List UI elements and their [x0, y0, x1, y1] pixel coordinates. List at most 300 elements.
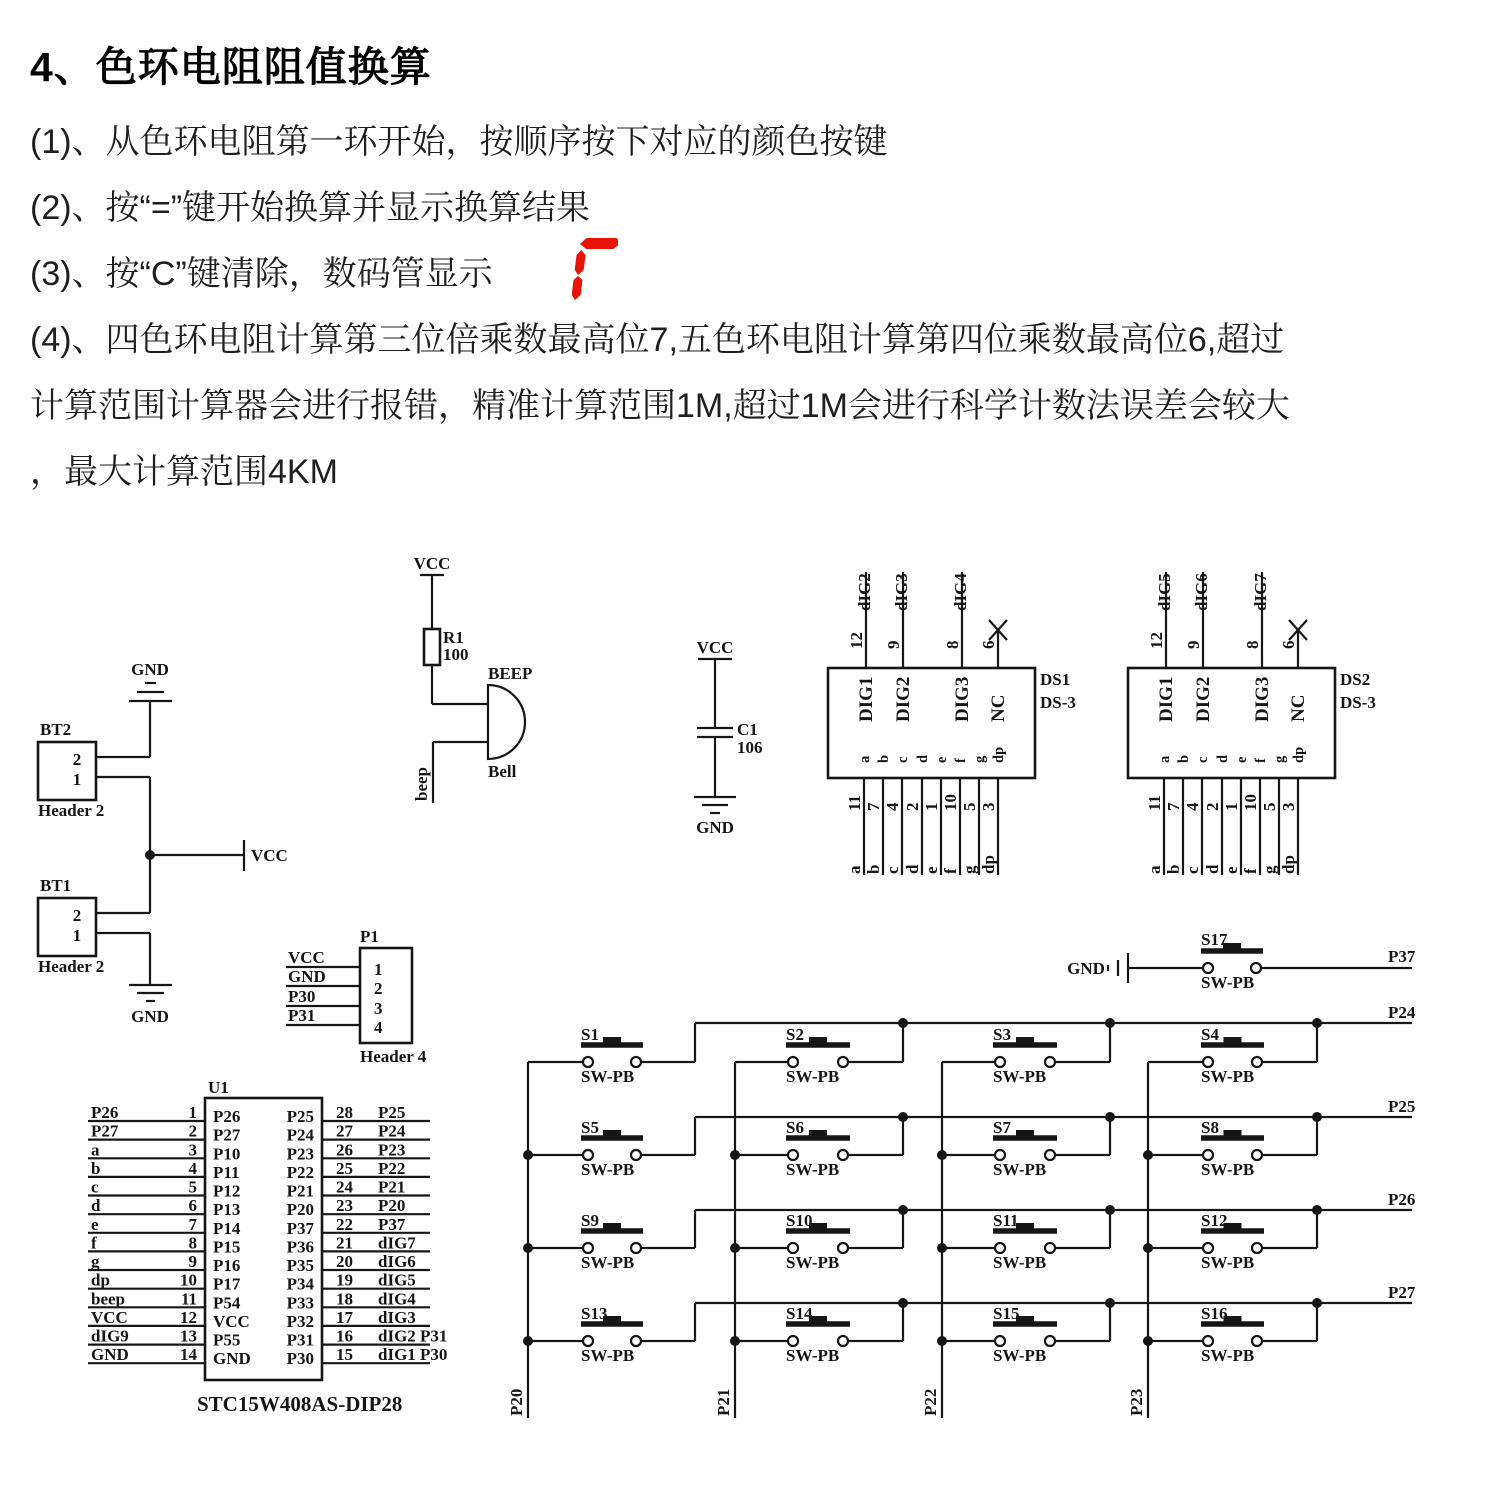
- pin-name: DIG3: [952, 676, 973, 722]
- net-label: dIG2: [855, 573, 874, 611]
- switch-s6: [735, 1117, 903, 1179]
- instruction-line-2: (2)、按“=”键开始换算并显示换算结果: [30, 189, 591, 227]
- net-label: dIG4: [951, 573, 970, 611]
- switch-cap: [603, 1223, 621, 1230]
- bt2-ref: BT2: [40, 720, 72, 739]
- switch-ref: S14: [786, 1304, 813, 1323]
- switch-type: SW-PB: [993, 1253, 1047, 1272]
- pin-number: 1: [374, 960, 383, 979]
- display-ref: DS2: [1340, 670, 1371, 689]
- pin-number: 11: [180, 1289, 197, 1309]
- switch-cap: [1224, 1130, 1242, 1137]
- pin-number: 5: [188, 1177, 197, 1197]
- net-label: P30: [288, 987, 316, 1006]
- net-label: f: [941, 868, 960, 874]
- r1-value: 100: [443, 645, 469, 664]
- pin-number: 15: [336, 1345, 353, 1365]
- circuit-schematic: [0, 545, 1500, 1495]
- net-label: d: [903, 864, 922, 874]
- gnd-label: GND: [1067, 959, 1105, 978]
- pin-name: P32: [286, 1311, 314, 1331]
- switch-terminal: [631, 1336, 641, 1346]
- switch-terminal: [631, 1057, 641, 1067]
- net-label: P25: [378, 1103, 406, 1122]
- display-ds2: [1128, 572, 1376, 875]
- switch-ref: S13: [581, 1304, 608, 1323]
- net-label: P37: [378, 1214, 406, 1234]
- p1-connector: [360, 948, 412, 1043]
- instruction-line-6: ，最大计算范围4KM: [30, 453, 338, 491]
- bell-type-label: Bell: [488, 762, 517, 781]
- net-label: c: [91, 1177, 99, 1197]
- switch-type: SW-PB: [581, 1253, 635, 1272]
- pin-name: NC: [988, 694, 1009, 722]
- pin-number: 5: [1260, 802, 1279, 811]
- pin-name: P23: [286, 1144, 314, 1164]
- pin-name: dp: [1291, 746, 1307, 763]
- pin-number: 4: [374, 1018, 383, 1037]
- pin-name: c: [895, 756, 911, 763]
- pin-number: 23: [336, 1196, 353, 1216]
- pin-number: 12: [1147, 632, 1166, 649]
- switch-terminal: [1252, 1150, 1262, 1160]
- pin-number: 22: [336, 1214, 353, 1234]
- switch-type: SW-PB: [993, 1160, 1047, 1179]
- net-label: P20: [378, 1196, 406, 1216]
- pin-number: 7: [188, 1214, 197, 1234]
- switch-type: SW-PB: [786, 1067, 840, 1086]
- net-label: P37: [1388, 947, 1416, 966]
- switch-terminal: [1045, 1150, 1055, 1160]
- pin-name: P22: [286, 1162, 314, 1182]
- pin-number: 14: [180, 1345, 197, 1365]
- pin-name: DIG2: [1193, 676, 1214, 722]
- switch-ref: S10: [786, 1211, 813, 1230]
- switch-terminal: [1252, 1057, 1262, 1067]
- switch-terminal: [583, 1057, 593, 1067]
- pin-number: 9: [188, 1252, 197, 1271]
- switch-s2: [735, 1023, 903, 1086]
- switch-terminal: [995, 1336, 1005, 1346]
- pin-number: 10: [1241, 794, 1260, 811]
- pin-number: 8: [943, 640, 962, 649]
- switch-terminal: [1045, 1057, 1055, 1067]
- net-label: dIG2 P31: [378, 1326, 448, 1346]
- pin-number: 18: [336, 1289, 353, 1309]
- instruction-line-3: [0, 241, 1500, 307]
- switch-type: SW-PB: [786, 1160, 840, 1179]
- switch-type: SW-PB: [1201, 1253, 1255, 1272]
- instruction-line-3-text: (3)、按“C”键清除，数码管显示: [30, 255, 493, 293]
- net-label: f: [1241, 868, 1260, 874]
- net-label: P22: [378, 1158, 406, 1178]
- switch-type: SW-PB: [581, 1160, 635, 1179]
- pin-number: 25: [336, 1158, 353, 1178]
- net-label: e: [91, 1214, 99, 1234]
- switch-terminal: [995, 1057, 1005, 1067]
- switch-ref: S11: [993, 1211, 1019, 1230]
- pin-name: P26: [213, 1107, 241, 1126]
- net-label: P31: [288, 1006, 316, 1025]
- switch-ref: S3: [993, 1025, 1011, 1044]
- pin-number: 6: [188, 1196, 197, 1216]
- pin-name: P21: [286, 1181, 314, 1201]
- pin-number: 1: [188, 1103, 197, 1122]
- segment-f: [574, 250, 586, 275]
- pin-name: P34: [286, 1274, 314, 1294]
- switch-cap: [1016, 1130, 1034, 1137]
- net-label: P24: [1388, 1003, 1416, 1022]
- pin-number: 27: [336, 1121, 353, 1141]
- segment-a: [579, 238, 618, 249]
- pin-name: P14: [213, 1218, 241, 1238]
- pin-name: P30: [286, 1349, 314, 1369]
- beep-wire-label: beep: [412, 767, 431, 801]
- switch-type: SW-PB: [993, 1346, 1047, 1365]
- switch-ref: S12: [1201, 1211, 1228, 1230]
- net-label: d: [1203, 864, 1222, 874]
- pin-number: 4: [188, 1158, 197, 1178]
- pin-name: f: [1253, 758, 1269, 763]
- instruction-line-1: (1)、从色环电阻第一环开始，按顺序按下对应的颜色按键: [30, 123, 888, 161]
- net-label: P20: [507, 1388, 526, 1416]
- pin-number: 1: [1222, 802, 1241, 811]
- net-label: P23: [1127, 1388, 1146, 1416]
- switch-ref: S1: [581, 1025, 599, 1044]
- pin-number: 19: [336, 1270, 353, 1290]
- pin-number: 2: [903, 802, 922, 811]
- net-label: g: [1260, 865, 1279, 874]
- pin-number: 2: [1203, 802, 1222, 811]
- net-label: dIG3: [378, 1307, 416, 1327]
- switch-terminal: [1252, 1243, 1262, 1253]
- pin-number: 3: [979, 802, 998, 811]
- pin-number: 12: [180, 1307, 197, 1327]
- net-label: dIG9: [91, 1326, 129, 1346]
- switch-s3: [942, 1023, 1110, 1086]
- pin-name: P16: [213, 1256, 241, 1275]
- net-label: dIG5: [378, 1270, 416, 1290]
- switch-type: SW-PB: [1201, 1346, 1255, 1365]
- switch-ref: S9: [581, 1211, 599, 1230]
- pin-name: P13: [213, 1200, 241, 1220]
- pin-number: 11: [845, 794, 864, 811]
- pin-name: P54: [213, 1293, 241, 1313]
- vcc-label: VCC: [696, 638, 734, 657]
- resistor-r1-symbol: [424, 629, 440, 665]
- switch-terminal: [838, 1057, 848, 1067]
- net-label: beep: [91, 1289, 125, 1309]
- net-label: P24: [378, 1121, 406, 1141]
- pin-name: P55: [213, 1330, 241, 1350]
- pin-name: a: [857, 755, 873, 763]
- pin-number: 10: [180, 1270, 197, 1290]
- switch-s1: [528, 1023, 695, 1086]
- switch-ref: S2: [786, 1025, 804, 1044]
- seven-segment-glyph: [572, 235, 618, 303]
- pin-name: a: [1157, 755, 1173, 763]
- switch-terminal: [1252, 1336, 1262, 1346]
- pin-name: P27: [213, 1125, 241, 1145]
- p1-ref: P1: [360, 927, 379, 946]
- bt1-pin2: 2: [72, 906, 82, 925]
- switch-s5: [528, 1117, 695, 1179]
- gnd-label: GND: [696, 818, 734, 837]
- segment-e: [572, 276, 583, 300]
- net-label: dIG5: [1155, 573, 1174, 611]
- net-label: P27: [1388, 1283, 1416, 1302]
- switch-terminal: [1045, 1243, 1055, 1253]
- pin-name: f: [953, 758, 969, 763]
- pin-name: P24: [286, 1125, 314, 1145]
- gnd-label: GND: [131, 1007, 169, 1026]
- net-label: a: [845, 865, 864, 874]
- pin-number: 28: [336, 1103, 353, 1122]
- switch-s14: [735, 1303, 903, 1365]
- switch-s9: [528, 1210, 695, 1272]
- pin-number: 10: [941, 794, 960, 811]
- net-label: dIG7: [378, 1233, 416, 1253]
- pin-name: DIG1: [1156, 676, 1177, 722]
- net-label: a: [1145, 865, 1164, 874]
- pin-number: 6: [1279, 640, 1298, 649]
- switch-s8: [1148, 1117, 1317, 1179]
- net-label: dIG1 P30: [378, 1345, 448, 1365]
- switch-terminal: [838, 1243, 848, 1253]
- switch-terminal: [1203, 1150, 1213, 1160]
- instruction-line-5: 计算范围计算器会进行报错，精准计算范围1M,超过1M会进行科学计数法误差会较大: [30, 387, 1290, 425]
- switch-s13: [528, 1303, 695, 1365]
- switch-cap: [1224, 1037, 1242, 1044]
- pin-name: P25: [286, 1107, 314, 1126]
- c1-branch: [694, 638, 763, 837]
- switch-terminal: [631, 1243, 641, 1253]
- pin-number: 12: [847, 632, 866, 649]
- switch-type: SW-PB: [993, 1067, 1047, 1086]
- bt2-type: Header 2: [38, 801, 105, 820]
- display-part: DS-3: [1340, 693, 1376, 712]
- bt1-ref: BT1: [40, 876, 72, 895]
- bt1-connector: [38, 898, 96, 956]
- pin-name: P20: [286, 1200, 314, 1220]
- bt2-connector: [38, 742, 96, 800]
- net-label: P23: [378, 1140, 406, 1160]
- net-label: VCC: [91, 1307, 128, 1327]
- bell-symbol: [488, 685, 525, 759]
- switch-type: SW-PB: [581, 1346, 635, 1365]
- instruction-text-block: [0, 0, 1500, 505]
- net-label: P26: [91, 1103, 119, 1122]
- switch-terminal: [1251, 963, 1261, 973]
- pin-name: P11: [213, 1162, 240, 1182]
- switch-ref: S4: [1201, 1025, 1219, 1044]
- r1-ref: R1: [443, 628, 464, 647]
- display-ref: DS1: [1040, 670, 1071, 689]
- net-label: c: [1183, 866, 1202, 874]
- pin-number: 3: [1279, 802, 1298, 811]
- net-label: dIG6: [378, 1252, 416, 1271]
- switch-terminal: [583, 1336, 593, 1346]
- pin-name: dp: [991, 746, 1007, 763]
- vcc-label: VCC: [251, 846, 288, 865]
- switch-terminal: [788, 1057, 798, 1067]
- net-label: c: [883, 866, 902, 874]
- pin-name: e: [1234, 756, 1250, 763]
- bt1-pin1: 1: [72, 926, 82, 945]
- net-label: dIG4: [378, 1289, 416, 1309]
- display-part: DS-3: [1040, 693, 1076, 712]
- switch-terminal: [788, 1150, 798, 1160]
- switch-s7: [942, 1117, 1110, 1179]
- switch-cap: [1016, 1223, 1034, 1230]
- pin-number: 26: [336, 1140, 353, 1160]
- net-label: dIG7: [1251, 573, 1270, 611]
- pin-name: NC: [1288, 694, 1309, 722]
- switch-type: SW-PB: [1201, 1160, 1255, 1179]
- pin-name: e: [934, 756, 950, 763]
- switch-type: SW-PB: [1201, 1067, 1255, 1086]
- switch-s15: [942, 1303, 1110, 1365]
- net-label: P25: [1388, 1097, 1416, 1116]
- switch-terminal: [788, 1336, 798, 1346]
- switch-terminal: [1045, 1336, 1055, 1346]
- bt2-pin1: 1: [72, 770, 82, 789]
- net-label: g: [91, 1252, 100, 1271]
- pin-number: 6: [979, 640, 998, 649]
- pin-number: 4: [1183, 802, 1202, 811]
- switch-ref: S15: [993, 1304, 1020, 1323]
- net-label: d: [91, 1196, 101, 1216]
- pin-name: d: [915, 754, 931, 763]
- p1-header: [286, 927, 427, 1066]
- pin-number: 7: [1164, 802, 1183, 811]
- u1-pins: [88, 1103, 447, 1368]
- pin-number: 16: [336, 1326, 353, 1346]
- switch-terminal: [583, 1243, 593, 1253]
- switch-type: SW-PB: [786, 1253, 840, 1272]
- pin-number: 3: [374, 999, 383, 1018]
- net-label: b: [864, 864, 883, 874]
- switch-cap: [809, 1130, 827, 1137]
- switch-cap: [603, 1130, 621, 1137]
- switch-terminal: [995, 1243, 1005, 1253]
- beep-net-label: BEEP: [488, 664, 533, 683]
- net-label: f: [91, 1233, 97, 1253]
- net-label: g: [960, 865, 979, 874]
- display-ds1: [828, 572, 1076, 875]
- pin-number: 8: [188, 1233, 197, 1253]
- net-label: P21: [378, 1177, 406, 1197]
- page-title: 4、色环电阻阻值换算: [30, 44, 432, 90]
- switch-terminal: [583, 1150, 593, 1160]
- switch-terminal: [1203, 1057, 1213, 1067]
- r1-buzzer-branch: [412, 554, 532, 803]
- pin-name: DIG2: [893, 676, 914, 722]
- pin-name: P10: [213, 1144, 241, 1164]
- switch-ref: S7: [993, 1118, 1011, 1137]
- net-label: GND: [91, 1345, 129, 1365]
- pin-name: g: [972, 755, 988, 763]
- net-label: P26: [1388, 1190, 1416, 1209]
- switch-terminal: [1203, 1243, 1213, 1253]
- pin-name: c: [1195, 756, 1211, 763]
- switch-cap: [1016, 1037, 1034, 1044]
- switch-ref: S5: [581, 1118, 599, 1137]
- keypad-matrix: [507, 1003, 1416, 1418]
- p1-type: Header 4: [360, 1047, 427, 1066]
- pin-name: g: [1272, 755, 1288, 763]
- pin-name: d: [1215, 754, 1231, 763]
- net-label: dp: [1279, 855, 1298, 874]
- pin-name: DIG1: [856, 676, 877, 722]
- net-label: P22: [921, 1388, 940, 1416]
- c1-value: 106: [737, 738, 763, 757]
- switch-s10: [735, 1210, 903, 1272]
- pin-number: 13: [180, 1326, 197, 1346]
- pin-number: 7: [864, 802, 883, 811]
- pin-number: 4: [883, 802, 902, 811]
- switch-cap: [809, 1037, 827, 1044]
- battery-branch: [38, 660, 288, 1026]
- gnd-label: GND: [131, 660, 169, 679]
- switch-ref: S6: [786, 1118, 804, 1137]
- pin-number: 11: [1145, 794, 1164, 811]
- net-label: P21: [714, 1388, 733, 1416]
- pin-name: P12: [213, 1181, 241, 1201]
- pin-name: P37: [286, 1218, 314, 1238]
- pin-name: P31: [286, 1330, 314, 1350]
- pin-name: P36: [286, 1237, 314, 1257]
- pin-number: 2: [188, 1121, 197, 1141]
- net-label: b: [91, 1158, 101, 1178]
- switch-terminal: [995, 1150, 1005, 1160]
- pin-number: 9: [1184, 640, 1203, 649]
- net-label: e: [922, 866, 941, 874]
- pin-name: GND: [213, 1349, 251, 1369]
- u1-ref: U1: [208, 1078, 229, 1097]
- bt1-type: Header 2: [38, 957, 105, 976]
- switch-terminal: [788, 1243, 798, 1253]
- pin-name: VCC: [213, 1311, 250, 1331]
- net-label: VCC: [288, 948, 325, 967]
- s17-type: SW-PB: [1201, 973, 1255, 992]
- net-label: dIG6: [1192, 573, 1211, 611]
- pin-name: P35: [286, 1256, 314, 1275]
- pin-number: 20: [336, 1252, 353, 1271]
- pin-number: 8: [1243, 640, 1262, 649]
- pin-number: 21: [336, 1233, 353, 1253]
- switch-s4: [1148, 1023, 1317, 1086]
- s17-branch: [1067, 930, 1416, 992]
- switch-ref: S16: [1201, 1304, 1228, 1323]
- switch-cap: [603, 1037, 621, 1044]
- net-label: P27: [91, 1121, 119, 1141]
- pin-name: b: [1176, 754, 1192, 763]
- switch-terminal: [1203, 963, 1213, 973]
- switch-terminal: [1203, 1336, 1213, 1346]
- pin-number: 1: [922, 802, 941, 811]
- net-label: a: [91, 1140, 100, 1160]
- c1-ref: C1: [737, 720, 758, 739]
- pin-name: P15: [213, 1237, 241, 1257]
- pin-number: 24: [336, 1177, 353, 1197]
- pin-number: 5: [960, 802, 979, 811]
- pin-name: P33: [286, 1293, 314, 1313]
- u1-part-number: STC15W408AS-DIP28: [197, 1392, 403, 1416]
- net-label: dp: [91, 1270, 110, 1290]
- vcc-label: VCC: [413, 554, 451, 573]
- switch-s16: [1148, 1303, 1317, 1365]
